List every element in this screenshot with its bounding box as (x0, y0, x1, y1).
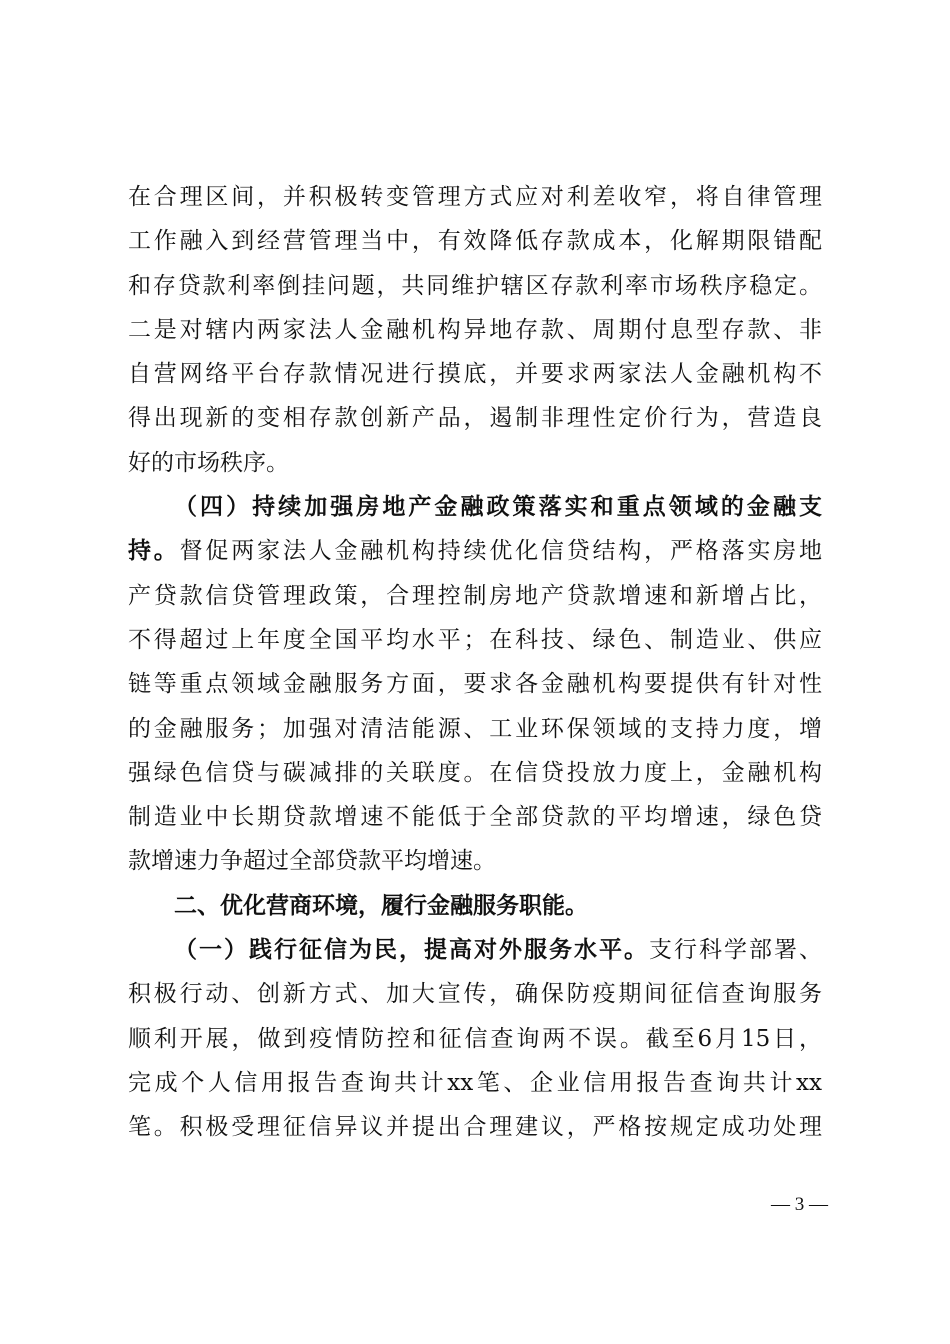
text-line: 款增速力争超过全部贷款平均增速。 (128, 848, 496, 875)
text-line: 制造业中长期贷款增速不能低于全部贷款的平均增速，绿色贷 (128, 804, 822, 831)
text-line-rest: 支行科学部署、 (649, 937, 822, 964)
text-line: 链等重点领域金融服务方面，要求各金融机构要提供有针对性 (128, 671, 822, 698)
document-body (128, 175, 822, 1150)
text-line: 笔。积极受理征信异议并提出合理建议，严格按规定成功处理 (128, 1114, 822, 1141)
subsection-heading: （四）持续加强房地产金融政策落实和重点领域的金融支 (174, 493, 822, 521)
text-line: 在合理区间，并积极转变管理方式应对利差收窄，将自律管理 (128, 184, 822, 210)
paragraph-real-estate-finance (128, 485, 822, 884)
text-line: 的金融服务；加强对清洁能源、工业环保领域的支持力度，增 (128, 715, 822, 742)
section-heading: 二、优化营商环境，履行金融服务职能。 (174, 891, 588, 919)
paragraph-deposit-rate (128, 175, 822, 485)
subsection-heading: （一）践行征信为民，提高对外服务水平。 (174, 936, 649, 964)
paragraph-credit-service (128, 928, 822, 1149)
text-line (128, 529, 822, 573)
section-heading-business-environment (128, 884, 822, 928)
text-line (128, 928, 822, 972)
text-line: 和存贷款利率倒挂问题，共同维护辖区存款利率市场秩序稳定。 (128, 272, 822, 299)
text-line: 工作融入到经营管理当中，有效降低存款成本，化解期限错配 (128, 228, 822, 255)
page-number: — 3 — (771, 1194, 828, 1215)
text-line: 得出现新的变相存款创新产品，遏制非理性定价行为，营造良 (128, 405, 822, 432)
text-line: 完成个人信用报告查询共计xx笔、企业信用报告查询共计xx (128, 1069, 822, 1096)
text-line-rest: 督促两家法人金融机构持续优化信贷结构，严格落实房地 (179, 538, 823, 565)
text-line: 积极行动、创新方式、加大宣传，确保防疫期间征信查询服务 (128, 981, 822, 1008)
text-line: 二是对辖内两家法人金融机构异地存款、周期付息型存款、非 (128, 316, 822, 343)
text-line: 产贷款信贷管理政策，合理控制房地产贷款增速和新增占比， (128, 582, 822, 609)
text-line: 强绿色信贷与碳减排的关联度。在信贷投放力度上，金融机构 (128, 759, 822, 786)
text-line: 好的市场秩序。 (128, 449, 289, 476)
subsection-heading-end: 持。 (128, 537, 180, 565)
text-line: 不得超过上年度全国平均水平；在科技、绿色、制造业、供应 (128, 626, 822, 653)
text-line: 自营网络平台存款情况进行摸底，并要求两家法人金融机构不 (128, 361, 822, 388)
text-line: 顺利开展，做到疫情防控和征信查询两不误。截至6月15日， (128, 1025, 822, 1052)
